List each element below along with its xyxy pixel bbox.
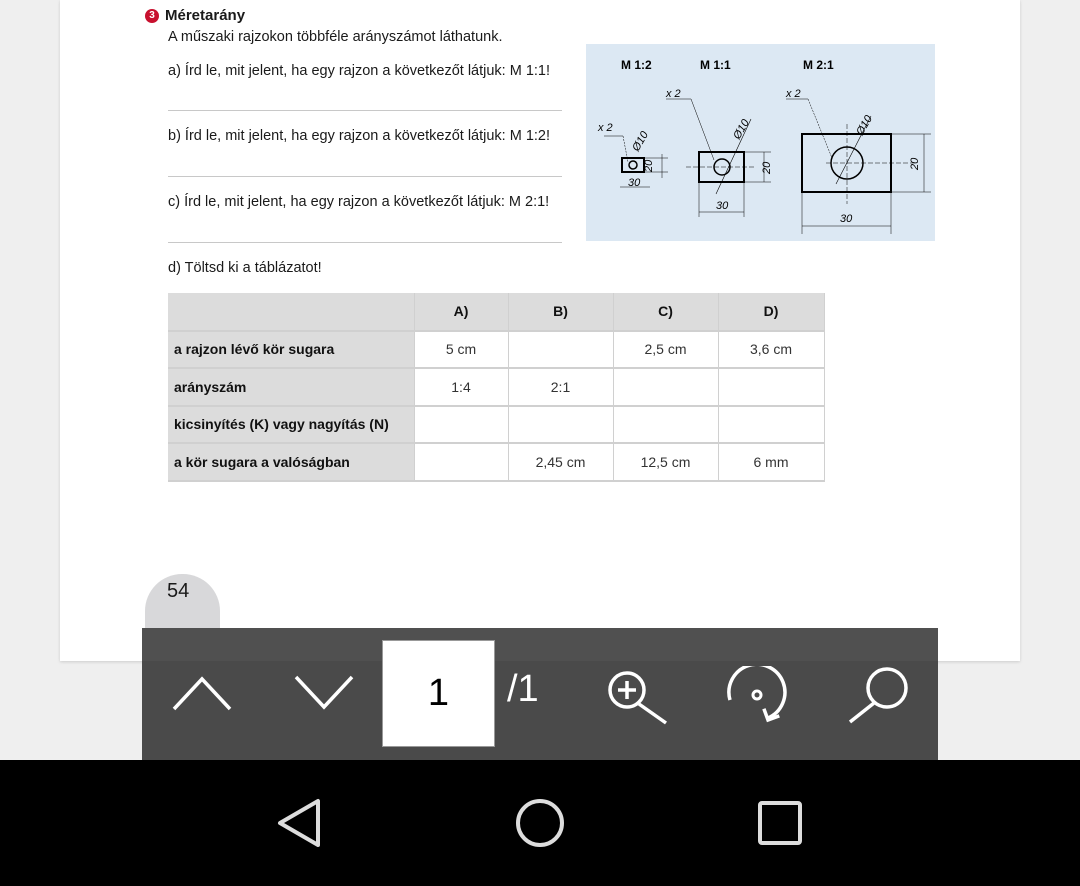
- height-label: 20: [909, 157, 921, 170]
- table-row: [168, 406, 824, 444]
- question-a: a) Írd le, mit jelent, ha egy rajzon a következőt látjuk: M 1:1!: [168, 63, 551, 79]
- table-cell: 2,45 cm: [508, 443, 613, 481]
- count-label: x 2: [786, 88, 801, 100]
- diameter-label: Ø10: [731, 117, 752, 142]
- search-icon[interactable]: [844, 666, 914, 728]
- answer-line-c: [168, 242, 562, 243]
- answer-line-a: [168, 110, 562, 111]
- count-label: x 2: [666, 88, 681, 100]
- exercise-table: [168, 293, 825, 482]
- header-cell: A): [414, 293, 508, 331]
- table-cell: 2:1: [508, 368, 613, 406]
- table-cell: [508, 331, 613, 369]
- previous-page-icon[interactable]: [170, 673, 234, 713]
- row-label: kicsinyítés (K) vagy nagyítás (N): [168, 406, 414, 444]
- count-label: x 2: [598, 122, 613, 134]
- row-label: arányszám: [168, 368, 414, 406]
- exercise-number: 3: [145, 9, 159, 23]
- question-c: c) Írd le, mit jelent, ha egy rajzon a következőt látjuk: M 2:1!: [168, 194, 550, 210]
- table-cell: [414, 406, 508, 444]
- table-cell: [613, 406, 718, 444]
- table-cell: 5 cm: [414, 331, 508, 369]
- table-cell: [613, 368, 718, 406]
- scale-label-1-1: M 1:1: [700, 58, 731, 72]
- table-cell: [718, 406, 824, 444]
- diameter-label: Ø10: [630, 129, 651, 154]
- back-icon[interactable]: [276, 797, 324, 849]
- page-number-input[interactable]: 1: [382, 640, 495, 747]
- header-cell: [168, 293, 414, 331]
- table-row: [168, 331, 824, 369]
- header-cell: D): [718, 293, 824, 331]
- scale-figure: [586, 44, 935, 241]
- table-cell: [718, 368, 824, 406]
- table-row: [168, 368, 824, 406]
- width-label: 30: [716, 200, 729, 212]
- height-label: 20: [761, 161, 773, 174]
- total-pages: /1: [507, 668, 539, 710]
- zoom-in-icon[interactable]: [604, 668, 674, 728]
- table-cell: 6 mm: [718, 443, 824, 481]
- recents-icon[interactable]: [756, 799, 804, 847]
- row-label: a kör sugara a valóságban: [168, 443, 414, 481]
- exercise-title: [145, 7, 245, 24]
- next-page-icon[interactable]: [292, 673, 356, 713]
- rotate-icon[interactable]: [724, 666, 794, 728]
- diameter-label: Ø10: [854, 113, 875, 138]
- scale-label-2-1: M 2:1: [803, 58, 834, 72]
- height-label: 20: [643, 159, 655, 172]
- table-cell: 2,5 cm: [613, 331, 718, 369]
- width-label: 30: [840, 213, 853, 225]
- row-label: a rajzon lévő kör sugara: [168, 331, 414, 369]
- table-cell: 1:4: [414, 368, 508, 406]
- width-label: 30: [628, 177, 641, 189]
- exercise-intro: A műszaki rajzokon többféle arányszámot láthatunk.: [168, 29, 503, 45]
- question-d: d) Töltsd ki a táblázatot!: [168, 260, 322, 276]
- question-b: b) Írd le, mit jelent, ha egy rajzon a következőt látjuk: M 1:2!: [168, 128, 551, 144]
- header-cell: B): [508, 293, 613, 331]
- table-cell: [414, 443, 508, 481]
- home-icon[interactable]: [514, 797, 566, 849]
- answer-line-b: [168, 176, 562, 177]
- header-cell: C): [613, 293, 718, 331]
- table-row: [168, 443, 824, 481]
- page-number-tab: 54: [145, 574, 220, 634]
- table-cell: [508, 406, 613, 444]
- exercise-title-text: Méretarány: [165, 7, 246, 24]
- table-cell: 3,6 cm: [718, 331, 824, 369]
- scale-label-1-2: M 1:2: [621, 58, 652, 72]
- table-header-row: [168, 293, 824, 331]
- android-navigation-bar: [0, 760, 1080, 886]
- table-cell: 12,5 cm: [613, 443, 718, 481]
- pdf-toolbar: [142, 628, 938, 760]
